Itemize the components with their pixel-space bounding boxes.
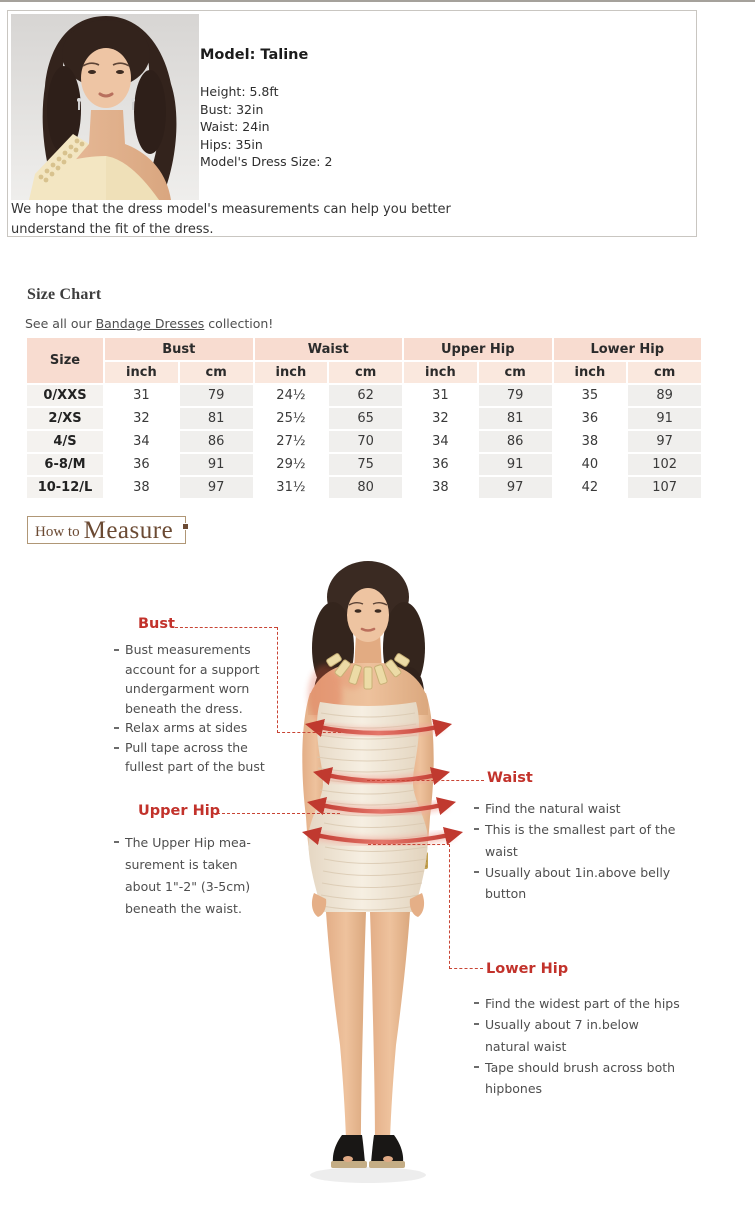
list-item: Find the widest part of the hips	[473, 993, 685, 1014]
cell: 24½	[255, 385, 328, 406]
waist-label: Waist	[487, 770, 533, 786]
cell: 34	[404, 431, 477, 452]
unit-header-inch: inch	[554, 362, 627, 383]
dashed-connector	[212, 813, 340, 814]
table-row	[27, 454, 701, 475]
cell: 36	[105, 454, 178, 475]
list-item: The Upper Hip mea-surement is taken about 1"-2" (3-5cm) beneath the waist.	[113, 832, 265, 920]
model-portrait-photo	[11, 14, 199, 200]
waist-tips-list	[473, 798, 681, 904]
col-header-waist: Waist	[255, 338, 403, 360]
model-info-card	[7, 10, 697, 237]
cell: 38	[105, 477, 178, 498]
model-name: Model: Taline	[200, 47, 309, 63]
col-header-bust: Bust	[105, 338, 253, 360]
cell: 91	[479, 454, 552, 475]
cell: 38	[554, 431, 627, 452]
upper-hip-tips-list	[113, 832, 265, 920]
cell: 107	[628, 477, 701, 498]
col-header-upper-hip: Upper Hip	[404, 338, 552, 360]
figure-legs	[326, 912, 410, 1140]
figure-face	[347, 588, 389, 642]
lower-hip-tips-list	[473, 993, 685, 1099]
dashed-connector	[367, 780, 484, 781]
dashed-connector	[175, 627, 277, 628]
high-heels	[331, 1135, 405, 1168]
cell: 35	[554, 385, 627, 406]
model-stat-dress-size: Model's Dress Size: 2	[200, 154, 333, 169]
size-label: 2/XS	[27, 408, 103, 429]
cell: 75	[329, 454, 402, 475]
cell: 31½	[255, 477, 328, 498]
list-item: Relax arms at sides	[113, 718, 278, 738]
list-item: Find the natural waist	[473, 798, 681, 819]
size-label: 4/S	[27, 431, 103, 452]
bust-label: Bust	[138, 616, 175, 632]
list-item: Usually about 1in.above belly button	[473, 862, 681, 905]
cell: 40	[554, 454, 627, 475]
dashed-connector	[277, 732, 341, 733]
cell: 31	[105, 385, 178, 406]
model-stat-hips: Hips: 35in	[200, 136, 263, 152]
model-stat-waist: Waist: 24in	[200, 119, 270, 134]
table-row	[27, 431, 701, 452]
unit-header-inch: inch	[255, 362, 328, 383]
list-item: This is the smallest part of the waist	[473, 819, 681, 862]
model-note: We hope that the dress model's measurements can help you better understand the fit of the dress.	[11, 202, 451, 237]
dashed-connector	[449, 844, 450, 969]
cell: 34	[105, 431, 178, 452]
cell: 27½	[255, 431, 328, 452]
model-stats-list	[200, 83, 332, 171]
list-item: Tape should brush across both hipbones	[473, 1057, 685, 1100]
cell: 80	[329, 477, 402, 498]
table-row	[27, 477, 701, 498]
upper-hip-label: Upper Hip	[138, 803, 221, 819]
col-header-lower-hip: Lower Hip	[554, 338, 702, 360]
cell: 32	[404, 408, 477, 429]
unit-header-cm: cm	[628, 362, 701, 383]
cell: 62	[329, 385, 402, 406]
size-chart-table	[25, 336, 703, 500]
cell: 97	[628, 431, 701, 452]
unit-header-cm: cm	[180, 362, 253, 383]
cell: 36	[404, 454, 477, 475]
list-item: Pull tape across the fullest part of the bust	[113, 738, 278, 777]
size-label: 10-12/L	[27, 477, 103, 498]
heading-word: Measure	[83, 517, 174, 544]
cell: 42	[554, 477, 627, 498]
col-header-size: Size	[27, 338, 103, 383]
cell: 79	[479, 385, 552, 406]
cell: 97	[180, 477, 253, 498]
cell: 86	[479, 431, 552, 452]
bust-tips-list	[113, 640, 278, 777]
dashed-connector	[449, 968, 483, 969]
unit-header-cm: cm	[479, 362, 552, 383]
list-item: Usually about 7 in.below natural waist	[473, 1014, 685, 1057]
cell: 25½	[255, 408, 328, 429]
table-row	[27, 408, 701, 429]
cell: 38	[404, 477, 477, 498]
cell: 70	[329, 431, 402, 452]
model-stat-height: Height: 5.8ft	[200, 84, 279, 99]
model-measurements	[200, 47, 332, 171]
top-divider	[0, 0, 755, 2]
dashed-connector	[368, 844, 450, 845]
cell: 91	[628, 408, 701, 429]
intro-prefix: See all our	[25, 316, 96, 331]
bandage-dresses-link[interactable]: Bandage Dresses	[95, 316, 205, 331]
cell: 91	[180, 454, 253, 475]
cell: 89	[628, 385, 701, 406]
cell: 102	[628, 454, 701, 475]
size-chart-heading: Size Chart	[27, 286, 102, 303]
cell: 81	[180, 408, 253, 429]
cell: 65	[329, 408, 402, 429]
cell: 81	[479, 408, 552, 429]
table-row	[27, 385, 701, 406]
cell: 97	[479, 477, 552, 498]
square-bullet-icon	[182, 523, 189, 530]
unit-header-cm: cm	[329, 362, 402, 383]
cell: 79	[180, 385, 253, 406]
collection-intro	[25, 316, 273, 331]
cell: 36	[554, 408, 627, 429]
size-label: 6-8/M	[27, 454, 103, 475]
intro-suffix: collection!	[204, 316, 274, 331]
cell: 86	[180, 431, 253, 452]
lower-hip-label: Lower Hip	[486, 961, 569, 977]
model-stat-bust: Bust: 32in	[200, 101, 264, 117]
heading-prefix: How to	[35, 524, 80, 540]
how-to-measure-heading	[27, 516, 186, 544]
unit-header-inch: inch	[404, 362, 477, 383]
cell: 29½	[255, 454, 328, 475]
list-item: Bust measurements account for a support undergarment worn beneath the dress.	[113, 640, 278, 718]
cell: 32	[105, 408, 178, 429]
unit-header-inch: inch	[105, 362, 178, 383]
size-label: 0/XXS	[27, 385, 103, 406]
cell: 31	[404, 385, 477, 406]
